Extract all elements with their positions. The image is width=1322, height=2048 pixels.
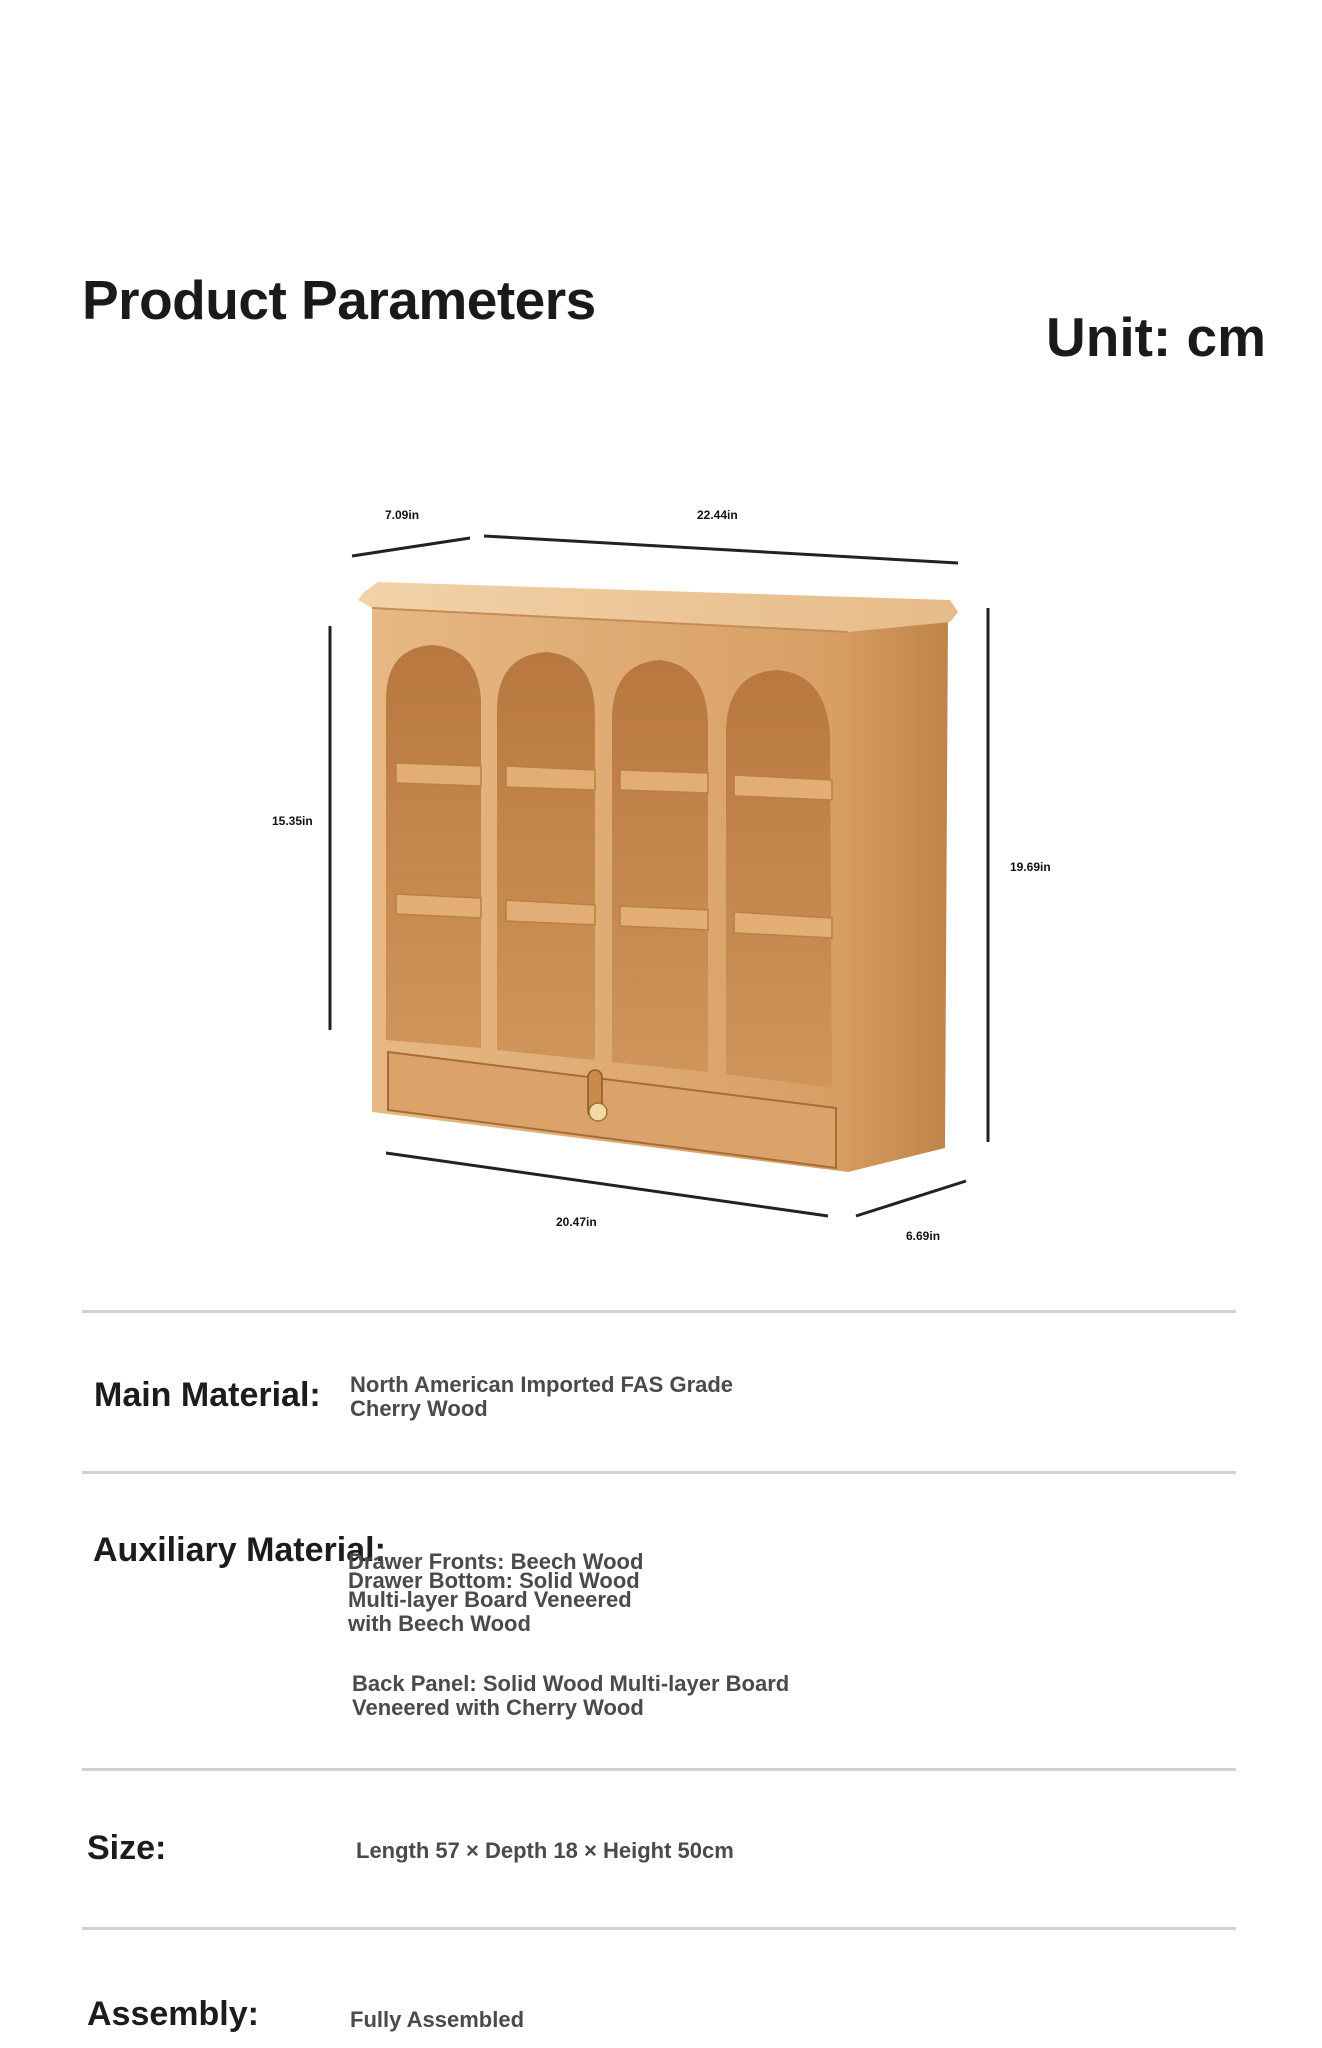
main-material-label: Main Material: — [94, 1376, 321, 1414]
dim-top-depth: 7.09in — [385, 508, 420, 522]
divider — [82, 1310, 1236, 1313]
divider — [82, 1927, 1236, 1930]
auxiliary-material-label: Auxiliary Material: — [93, 1531, 386, 1569]
assembly-value: Fully Assembled — [350, 2007, 525, 2032]
unit-label: Unit: cm — [1046, 306, 1266, 368]
auxiliary-material-line2: Drawer Bottom: Solid Wood — [348, 1568, 640, 1593]
cabinet-side-panel — [848, 614, 948, 1172]
auxiliary-material-line6: Veneered with Cherry Wood — [352, 1695, 644, 1720]
auxiliary-material-line5: Back Panel: Solid Wood Multi-layer Board — [352, 1671, 790, 1696]
size-label: Size: — [87, 1829, 167, 1867]
main-material-line1: North American Imported FAS Grade — [350, 1372, 734, 1397]
dim-right-height: 19.69in — [1010, 860, 1051, 874]
divider — [82, 1768, 1236, 1771]
dim-bottom-length: 20.47in — [556, 1215, 597, 1229]
auxiliary-material-line3: Multi-layer Board Veneered — [348, 1587, 632, 1612]
divider — [82, 1471, 1236, 1474]
size-value: Length 57 × Depth 18 × Height 50cm — [356, 1838, 734, 1863]
cabinet-illustration — [0, 460, 1322, 1280]
page-title: Product Parameters — [82, 269, 596, 331]
auxiliary-material-line4: with Beech Wood — [348, 1611, 531, 1636]
dim-left-height: 15.35in — [272, 814, 313, 828]
assembly-label: Assembly: — [87, 1995, 259, 2033]
dim-bottom-depth: 6.69in — [906, 1229, 941, 1243]
dim-top-length: 22.44in — [697, 508, 738, 522]
main-material-line2: Cherry Wood — [350, 1396, 488, 1421]
auxiliary-material-line1: Drawer Fronts: Beech Wood — [348, 1549, 644, 1574]
